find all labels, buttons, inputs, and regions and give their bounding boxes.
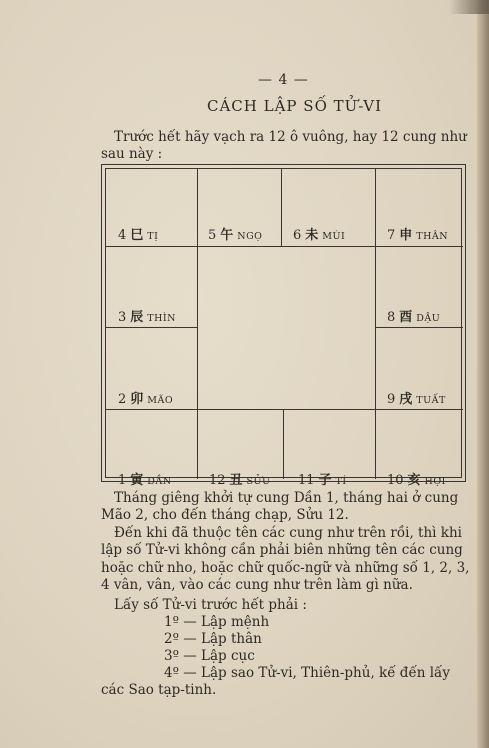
palace-number: 4 <box>118 228 127 243</box>
palace-han-char: 丑 <box>229 473 243 488</box>
table-inner-frame <box>105 168 462 488</box>
palace-number: 7 <box>387 228 396 243</box>
palace-han-char: 申 <box>399 228 413 243</box>
page-number: — 4 — <box>258 72 309 88</box>
palace-vn-name: DẦN <box>147 476 172 487</box>
palace-dan <box>118 469 172 488</box>
palace-number: 1 <box>118 473 127 488</box>
palace-suu <box>209 469 271 488</box>
palace-han-char: 卯 <box>130 392 144 407</box>
grid-hline-2-right <box>375 327 463 328</box>
palace-number: 10 <box>387 473 404 488</box>
palace-thin <box>118 306 176 325</box>
step-item-1: 1º — Lập mệnh <box>164 614 270 630</box>
palace-han-char: 寅 <box>130 473 144 488</box>
palace-han-char: 午 <box>220 228 234 243</box>
palace-mui <box>293 224 345 243</box>
page-title: CÁCH LẬP SỐ TỬ-VI <box>207 97 383 115</box>
grid-vline-2-top <box>281 169 282 246</box>
step-item-4: 4º — Lập sao Tử-vi, Thiên-phủ, kế đến lấy <box>164 665 450 681</box>
paragraph2-line-4: 4 vân, vân, vào các cung như trên làm gì nữa. <box>101 577 413 593</box>
intro-line-1: Trước hết hãy vạch ra 12 ô vuông, hay 12 cung như <box>114 129 467 145</box>
palace-vn-name: NGỌ <box>237 231 263 242</box>
palace-number: 3 <box>118 310 127 325</box>
palace-vn-name: TỊ <box>147 231 159 242</box>
paragraph2-line-1: Đến khi đã thuộc tên các cung như trên rồi, thì khi <box>114 525 462 541</box>
palace-hoi <box>387 469 446 488</box>
grid-vline-2-bottom <box>283 409 284 479</box>
palace-vn-name: MÙI <box>322 231 346 242</box>
paragraph1-line-2: Mão 2, cho đến tháng chạp, Sửu 12. <box>101 507 349 523</box>
palace-ti <box>118 224 158 243</box>
palace-han-char: 巳 <box>130 228 144 243</box>
palace-ngo <box>208 224 262 243</box>
page-edge-shadow <box>477 0 489 748</box>
grid-hline-1 <box>106 246 463 247</box>
palace-number: 9 <box>387 392 396 407</box>
palace-vn-name: MÃO <box>147 395 174 406</box>
twelve-palaces-table <box>101 164 466 488</box>
palace-number: 8 <box>387 310 396 325</box>
palace-vn-name: THÌN <box>147 313 176 324</box>
step-item-4-continued: các Sao tạp-tinh. <box>101 682 217 698</box>
step-item-2: 2º — Lập thân <box>164 631 262 647</box>
palace-vn-name: SỬU <box>246 476 271 487</box>
paragraph2-line-2: lập số Tử-vi không cần phải biên những tên các cung <box>101 542 463 558</box>
palace-mao <box>118 388 173 407</box>
palace-number: 6 <box>293 228 302 243</box>
intro-line-2: sau này : <box>101 146 163 162</box>
paragraph2-line-3: hoặc chữ nho, hoặc chữ quốc-ngữ và những số 1, 2, 3, <box>101 560 470 576</box>
palace-dau <box>387 306 440 325</box>
grid-hline-2-left <box>106 327 197 328</box>
palace-ti-rat <box>298 469 347 488</box>
grid-hline-3 <box>106 409 463 410</box>
palace-tuat <box>387 388 446 407</box>
palace-vn-name: TUẤT <box>416 395 446 406</box>
palace-han-char: 亥 <box>407 473 421 488</box>
palace-vn-name: DẬU <box>416 313 441 324</box>
palace-number: 2 <box>118 392 127 407</box>
steps-lead: Lấy số Tử-vi trước hết phải : <box>114 597 307 613</box>
palace-number: 5 <box>208 228 217 243</box>
palace-vn-name: THÂN <box>416 231 449 242</box>
grid-vline-3 <box>375 169 376 479</box>
palace-than <box>387 224 448 243</box>
page-corner-smudge <box>449 0 489 14</box>
palace-han-char: 子 <box>318 473 332 488</box>
palace-vn-name: HỢI <box>424 476 446 487</box>
palace-number: 11 <box>298 473 315 488</box>
palace-number: 12 <box>209 473 226 488</box>
step-item-3: 3º — Lập cục <box>164 648 255 664</box>
palace-han-char: 戌 <box>399 392 413 407</box>
palace-vn-name: TÍ <box>335 476 347 487</box>
palace-han-char: 辰 <box>130 310 144 325</box>
palace-han-char: 未 <box>305 228 319 243</box>
paragraph1-line-1: Tháng giêng khởi tự cung Dần 1, tháng hai ở cung <box>114 490 459 506</box>
palace-han-char: 酉 <box>399 310 413 325</box>
grid-vline-1 <box>197 169 198 479</box>
